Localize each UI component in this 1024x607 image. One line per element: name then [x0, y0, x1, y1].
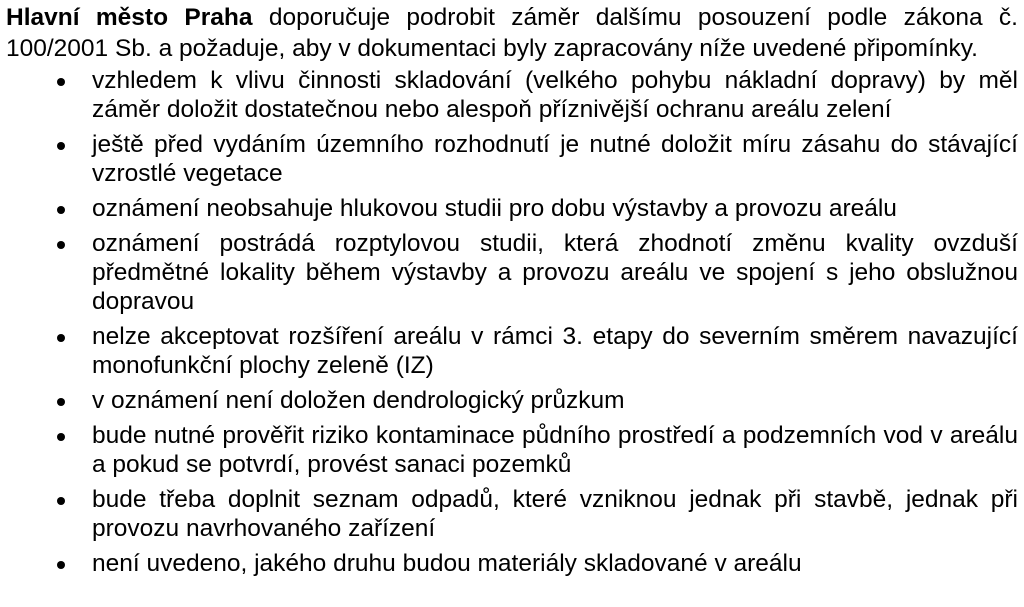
bullet-icon	[57, 142, 65, 150]
bullet-icon	[57, 206, 65, 214]
list-item-text: není uvedeno, jakého druhu budou materiály skladované v areálu	[92, 550, 802, 577]
intro-text: doporučuje podrobit záměr dalšímu posouzení podle zákona č. 100/2001 Sb. a požaduje, aby v dokumentaci byly zapracovány níže uvedené připomínky.	[6, 4, 1018, 62]
list-item-text: nelze akceptovat rozšíření areálu v rámci 3. etapy do severním směrem navazující monofunkční plochy zeleně (IZ)	[92, 323, 1018, 379]
list-item	[92, 549, 1018, 578]
bullet-icon	[57, 78, 65, 86]
list-item-text: oznámení neobsahuje hlukovou studii pro dobu výstavby a provozu areálu	[92, 195, 897, 222]
bullet-icon	[57, 561, 65, 569]
bullet-icon	[57, 433, 65, 441]
list-item-text: vzhledem k vlivu činnosti skladování (velkého pohybu nákladní dopravy) by měl záměr doložit dostatečnou nebo alespoň příznivější ochranu areálu zelení	[92, 67, 1018, 123]
list-item	[92, 386, 1018, 415]
list-item-text: v oznámení není doložen dendrologický průzkum	[92, 387, 625, 414]
list-item	[92, 421, 1018, 479]
bullet-icon	[57, 241, 65, 249]
requirements-list	[6, 66, 1018, 578]
list-item-text: bude nutné prověřit riziko kontaminace půdního prostředí a podzemních vod v areálu a pokud se potvrdí, provést sanaci pozemků	[92, 422, 1018, 478]
intro-bold-subject: Hlavní město Praha	[6, 4, 253, 31]
list-item	[92, 194, 1018, 223]
list-item	[92, 485, 1018, 543]
bullet-icon	[57, 497, 65, 505]
list-item-text: oznámení postrádá rozptylovou studii, která zhodnotí změnu kvality ovzduší předmětné lokality během výstavby a provozu areálu ve spojení s jeho obslužnou dopravou	[92, 230, 1018, 315]
bullet-icon	[57, 398, 65, 406]
list-item-text: ještě před vydáním územního rozhodnutí je nutné doložit míru zásahu do stávající vzrostlé vegetace	[92, 131, 1018, 187]
list-item	[92, 322, 1018, 380]
intro-paragraph	[6, 2, 1018, 64]
list-item	[92, 66, 1018, 124]
list-item	[92, 229, 1018, 316]
list-item	[92, 130, 1018, 188]
bullet-icon	[57, 334, 65, 342]
list-item-text: bude třeba doplnit seznam odpadů, které vzniknou jednak při stavbě, jednak při provozu navrhovaného zařízení	[92, 486, 1018, 542]
